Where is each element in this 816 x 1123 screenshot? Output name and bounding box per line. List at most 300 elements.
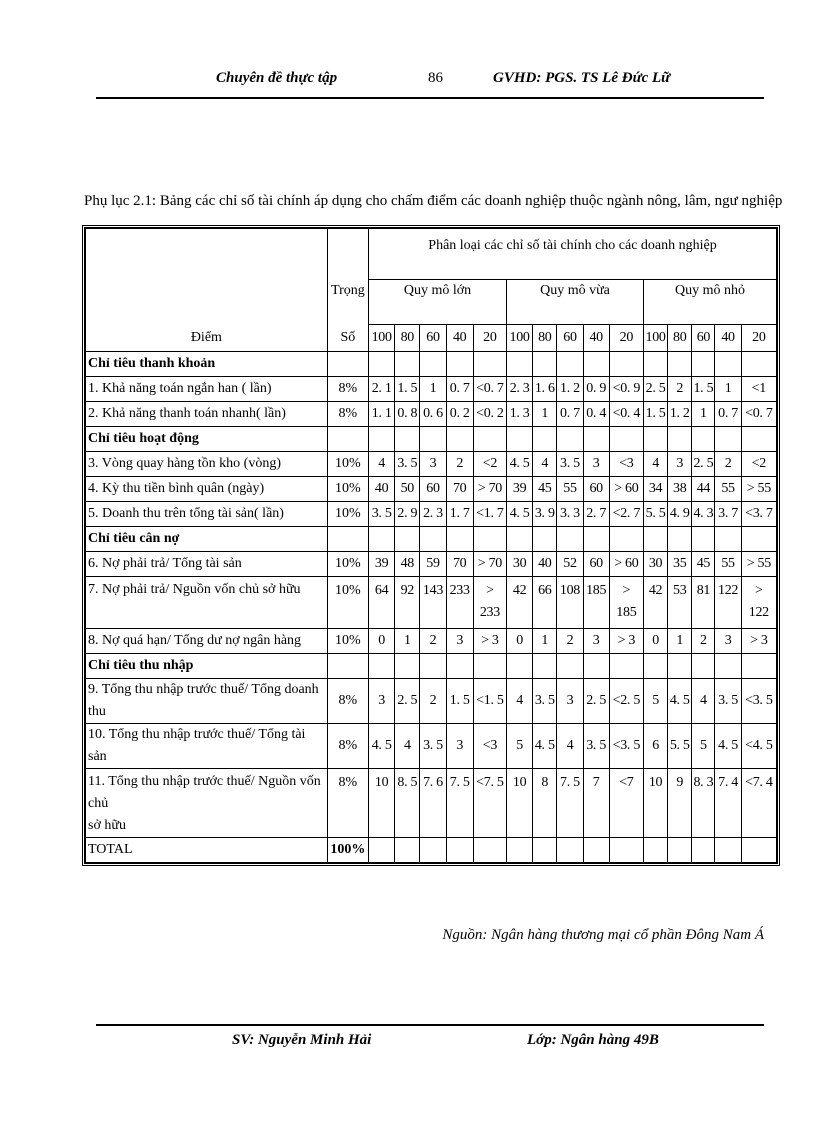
value-cell (533, 838, 557, 863)
row-label-line: 7. Nợ phải trả/ Nguồn vốn chủ sở hữu (88, 582, 301, 597)
value-cell: 2. 1 (369, 377, 395, 402)
value-cell: 4. 5 (507, 452, 533, 477)
value-cell: 1. 5 (395, 377, 420, 402)
value-cell (420, 654, 446, 679)
value-cell: 9 (668, 769, 692, 838)
score-level-header: 40 (446, 325, 473, 352)
value-cell (533, 352, 557, 377)
value-cell: 3. 5 (715, 679, 741, 724)
value-cell (715, 838, 741, 863)
row-label: 5. Doanh thu trên tổng tài sản( lần) (86, 502, 328, 527)
value-cell: 45 (692, 552, 715, 577)
value-cell: 81 (692, 577, 715, 629)
row-weight: 10% (327, 629, 368, 654)
value-cell (643, 838, 667, 863)
weight-header-bottom: Số (327, 325, 368, 352)
value-cell (446, 654, 473, 679)
value-cell: > 55 (741, 552, 776, 577)
value-cell: 40 (533, 552, 557, 577)
value-cell: > 60 (609, 477, 643, 502)
value-cell (507, 427, 533, 452)
value-cell: 3. 5 (395, 452, 420, 477)
value-cell (446, 352, 473, 377)
value-cell (692, 654, 715, 679)
value-cell: 60 (420, 477, 446, 502)
value-cell (369, 427, 395, 452)
value-cell: <0. 7 (473, 377, 506, 402)
table-row (86, 838, 777, 863)
value-cell (473, 352, 506, 377)
value-cell: <0. 2 (473, 402, 506, 427)
value-cell (446, 427, 473, 452)
value-cell: 3. 5 (557, 452, 583, 477)
value-cell: 3 (369, 679, 395, 724)
table-row (86, 679, 777, 724)
value-cell: 5. 5 (668, 724, 692, 769)
value-cell: 2 (557, 629, 583, 654)
value-cell: 0. 9 (583, 377, 609, 402)
value-cell (715, 527, 741, 552)
value-cell: 122 (715, 577, 741, 629)
value-cell: 10 (643, 769, 667, 838)
value-cell: 3 (583, 629, 609, 654)
value-cell: 4. 3 (692, 502, 715, 527)
value-cell (609, 352, 643, 377)
table-row (86, 552, 777, 577)
table-row (86, 452, 777, 477)
table-row (86, 377, 777, 402)
value-cell: 48 (395, 552, 420, 577)
value-cell (369, 527, 395, 552)
value-cell: 38 (668, 477, 692, 502)
value-cell (609, 654, 643, 679)
value-cell: 2 (692, 629, 715, 654)
row-weight: 10% (327, 552, 368, 577)
value-cell (395, 527, 420, 552)
value-cell: <3 (473, 724, 506, 769)
value-cell: 40 (369, 477, 395, 502)
table-row (86, 629, 777, 654)
value-cell: 1 (668, 629, 692, 654)
value-cell: <1 (741, 377, 776, 402)
value-cell: 39 (507, 477, 533, 502)
value-cell: <2. 5 (609, 679, 643, 724)
value-cell: <7 (609, 769, 643, 838)
value-cell: 92 (395, 577, 420, 629)
row-label: 10. Tổng thu nhập trước thuế/ Tổng tài sản (86, 724, 328, 769)
value-cell: 44 (692, 477, 715, 502)
value-cell: 3. 5 (533, 679, 557, 724)
value-cell: 1. 6 (533, 377, 557, 402)
value-cell (583, 352, 609, 377)
value-cell (395, 838, 420, 863)
value-cell: 4 (395, 724, 420, 769)
value-cell: > 60 (609, 552, 643, 577)
value-cell: <1. 7 (473, 502, 506, 527)
value-cell (557, 527, 583, 552)
value-cell: 2. 3 (507, 377, 533, 402)
weight-header-top: Trọng (327, 280, 368, 325)
value-cell (420, 838, 446, 863)
value-cell: 7 (583, 769, 609, 838)
section-label: Chỉ tiêu hoạt động (86, 427, 328, 452)
row-label: 2. Khả năng thanh toán nhanh( lần) (86, 402, 328, 427)
row-label: 8. Nợ quá hạn/ Tổng dư nợ ngân hàng (86, 629, 328, 654)
value-cell: 3 (420, 452, 446, 477)
value-cell: 8. 3 (692, 769, 715, 838)
value-cell (583, 838, 609, 863)
score-level-header: 40 (583, 325, 609, 352)
scale-medium: Quy mô vừa (507, 280, 644, 325)
value-cell: 8. 5 (395, 769, 420, 838)
value-cell: 7. 4 (715, 769, 741, 838)
value-cell (420, 527, 446, 552)
value-cell (473, 527, 506, 552)
value-cell (583, 654, 609, 679)
value-cell: 5. 5 (643, 502, 667, 527)
value-cell: 6 (643, 724, 667, 769)
score-level-header: 100 (643, 325, 667, 352)
value-cell: 185 (583, 577, 609, 629)
value-cell: 60 (583, 477, 609, 502)
value-cell: 7. 5 (557, 769, 583, 838)
row-label (86, 577, 328, 629)
row-label: 3. Vòng quay hàng tồn kho (vòng) (86, 452, 328, 477)
value-cell: 3. 9 (533, 502, 557, 527)
value-cell (533, 527, 557, 552)
value-cell (473, 654, 506, 679)
value-cell: 52 (557, 552, 583, 577)
value-cell (507, 527, 533, 552)
row-weight: 10% (327, 502, 368, 527)
value-cell: 1. 3 (507, 402, 533, 427)
section-row (86, 427, 777, 452)
value-cell: 45 (533, 477, 557, 502)
value-cell: 1 (533, 402, 557, 427)
table-row (86, 477, 777, 502)
value-cell: 10 (369, 769, 395, 838)
score-level-header: 20 (473, 325, 506, 352)
value-cell: 4 (507, 679, 533, 724)
value-cell: 1. 5 (643, 402, 667, 427)
section-row (86, 352, 777, 377)
value-cell: 0. 2 (446, 402, 473, 427)
value-cell (507, 654, 533, 679)
table-row (86, 577, 777, 629)
value-cell: 2 (446, 452, 473, 477)
row-weight: 8% (327, 769, 368, 838)
value-cell: 1. 2 (668, 402, 692, 427)
row-label (86, 769, 328, 838)
value-cell: <3. 5 (741, 679, 776, 724)
score-level-header: 60 (557, 325, 583, 352)
section-label: Chỉ tiêu thu nhập (86, 654, 328, 679)
header-right: GVHD: PGS. TS Lê Đức Lữ (493, 70, 671, 86)
value-cell: 2 (668, 377, 692, 402)
value-cell: 34 (643, 477, 667, 502)
score-header: Điểm (86, 325, 328, 352)
value-cell (643, 352, 667, 377)
value-cell: 50 (395, 477, 420, 502)
value-cell: <3 (609, 452, 643, 477)
value-cell (668, 427, 692, 452)
value-cell (668, 838, 692, 863)
value-cell (715, 352, 741, 377)
value-cell: <1. 5 (473, 679, 506, 724)
value-cell (446, 527, 473, 552)
value-cell (668, 654, 692, 679)
table-row (86, 502, 777, 527)
value-cell: > 70 (473, 477, 506, 502)
value-cell: 2. 5 (395, 679, 420, 724)
value-cell (715, 654, 741, 679)
value-cell: > 70 (473, 552, 506, 577)
value-cell: > 3 (741, 629, 776, 654)
value-cell: 30 (643, 552, 667, 577)
value-cell (643, 427, 667, 452)
value-cell: > 233 (473, 577, 506, 629)
row-weight: 8% (327, 724, 368, 769)
row-weight: 10% (327, 577, 368, 629)
value-cell (420, 352, 446, 377)
value-cell: 2. 9 (395, 502, 420, 527)
value-cell: 3 (446, 724, 473, 769)
value-cell (643, 654, 667, 679)
value-cell: 3. 5 (420, 724, 446, 769)
value-cell: <2. 7 (609, 502, 643, 527)
value-cell: > 55 (741, 477, 776, 502)
score-level-header: 80 (533, 325, 557, 352)
value-cell: <7. 4 (741, 769, 776, 838)
value-cell: 5 (643, 679, 667, 724)
value-cell: 4. 5 (715, 724, 741, 769)
value-cell: 4 (692, 679, 715, 724)
value-cell (369, 654, 395, 679)
value-cell: 4 (533, 452, 557, 477)
value-cell: 0 (369, 629, 395, 654)
header-left: Chuyên đề thực tập (216, 70, 338, 86)
value-cell (507, 838, 533, 863)
value-cell: <4. 5 (741, 724, 776, 769)
group-header: Phân loại các chỉ số tài chính cho các doanh nghiệp (369, 229, 777, 280)
value-cell: 1 (692, 402, 715, 427)
value-cell: 64 (369, 577, 395, 629)
value-cell: 0. 6 (420, 402, 446, 427)
score-level-header: 60 (692, 325, 715, 352)
financial-ratio-table (82, 225, 780, 866)
value-cell: 3. 5 (369, 502, 395, 527)
value-cell: 3 (446, 629, 473, 654)
value-cell: 143 (420, 577, 446, 629)
value-cell: 1 (395, 629, 420, 654)
source-note: Nguồn: Ngân hàng thương mại cổ phần Đông Nam Á (442, 927, 764, 943)
value-cell (446, 838, 473, 863)
score-level-header: 100 (369, 325, 395, 352)
row-weight: 100% (327, 838, 368, 863)
value-cell: 39 (369, 552, 395, 577)
header-rule (96, 97, 764, 99)
value-cell: > 3 (609, 629, 643, 654)
table-row (86, 402, 777, 427)
value-cell: 4. 5 (668, 679, 692, 724)
row-label: 9. Tổng thu nhập trước thuế/ Tổng doanh thu (86, 679, 328, 724)
score-level-header: 40 (715, 325, 741, 352)
value-cell: <0. 4 (609, 402, 643, 427)
value-cell: <0. 7 (741, 402, 776, 427)
value-cell (741, 527, 776, 552)
value-cell: 3. 7 (715, 502, 741, 527)
value-cell: 66 (533, 577, 557, 629)
value-cell: 0. 7 (715, 402, 741, 427)
scale-large: Quy mô lớn (369, 280, 507, 325)
row-label: 1. Khả năng toán ngắn han ( lần) (86, 377, 328, 402)
row-weight: 8% (327, 679, 368, 724)
value-cell (473, 838, 506, 863)
value-cell: 42 (643, 577, 667, 629)
row-label-line: 11. Tổng thu nhập trước thuế/ Nguồn vốn chủ (88, 774, 321, 811)
value-cell: 55 (715, 477, 741, 502)
value-cell: 1. 5 (692, 377, 715, 402)
value-cell (741, 352, 776, 377)
value-cell (395, 352, 420, 377)
value-cell (533, 654, 557, 679)
value-cell: 35 (668, 552, 692, 577)
value-cell (583, 527, 609, 552)
value-cell: 0 (507, 629, 533, 654)
value-cell (692, 427, 715, 452)
value-cell (420, 427, 446, 452)
value-cell (741, 838, 776, 863)
value-cell: > 122 (741, 577, 776, 629)
value-cell: 1 (533, 629, 557, 654)
value-cell: 2 (715, 452, 741, 477)
footer-right: Lớp: Ngân hàng 49B (527, 1032, 659, 1048)
value-cell: 5 (507, 724, 533, 769)
value-cell: 2. 3 (420, 502, 446, 527)
value-cell: 1 (420, 377, 446, 402)
value-cell: 1. 1 (369, 402, 395, 427)
value-cell: 0. 4 (583, 402, 609, 427)
score-level-header: 20 (741, 325, 776, 352)
section-row (86, 654, 777, 679)
value-cell: 1. 2 (557, 377, 583, 402)
value-cell: 5 (692, 724, 715, 769)
value-cell (583, 427, 609, 452)
scale-small: Quy mô nhỏ (643, 280, 776, 325)
footer-left: SV: Nguyễn Minh Hải (232, 1032, 372, 1048)
value-cell: <3. 7 (741, 502, 776, 527)
corner-cell (86, 229, 328, 280)
row-label-line: sở hữu (88, 818, 126, 833)
value-cell (609, 427, 643, 452)
value-cell: 55 (557, 477, 583, 502)
row-weight: 8% (327, 402, 368, 427)
value-cell: 4 (557, 724, 583, 769)
value-cell: 0. 7 (446, 377, 473, 402)
value-cell: 7. 6 (420, 769, 446, 838)
value-cell: 3 (668, 452, 692, 477)
value-cell: 3. 5 (583, 724, 609, 769)
value-cell (395, 654, 420, 679)
value-cell (715, 427, 741, 452)
value-cell (369, 352, 395, 377)
value-cell: 3 (715, 629, 741, 654)
value-cell: 3 (557, 679, 583, 724)
value-cell: 0 (643, 629, 667, 654)
value-cell: 2. 5 (643, 377, 667, 402)
value-cell: 4. 5 (369, 724, 395, 769)
value-cell: 4. 9 (668, 502, 692, 527)
value-cell: 0. 7 (557, 402, 583, 427)
value-cell: 1. 7 (446, 502, 473, 527)
value-cell: 55 (715, 552, 741, 577)
value-cell (369, 838, 395, 863)
value-cell (395, 427, 420, 452)
value-cell (609, 838, 643, 863)
value-cell: <2 (473, 452, 506, 477)
value-cell (741, 427, 776, 452)
value-cell (668, 352, 692, 377)
value-cell: 70 (446, 552, 473, 577)
value-cell: 42 (507, 577, 533, 629)
value-cell: 60 (583, 552, 609, 577)
row-weight (327, 527, 368, 552)
row-weight (327, 352, 368, 377)
value-cell (692, 527, 715, 552)
footer-rule (96, 1024, 764, 1026)
value-cell: > 185 (609, 577, 643, 629)
row-label: 4. Kỳ thu tiền bình quân (ngày) (86, 477, 328, 502)
row-label: TOTAL (86, 838, 328, 863)
value-cell (557, 838, 583, 863)
value-cell: 4. 5 (533, 724, 557, 769)
value-cell (473, 427, 506, 452)
value-cell (741, 654, 776, 679)
row-weight: 10% (327, 452, 368, 477)
value-cell (557, 654, 583, 679)
value-cell: 10 (507, 769, 533, 838)
row-label-line (88, 601, 325, 623)
table-row (86, 769, 777, 838)
score-level-header: 60 (420, 325, 446, 352)
value-cell (692, 838, 715, 863)
value-cell (609, 527, 643, 552)
value-cell: 4. 5 (507, 502, 533, 527)
value-cell (557, 352, 583, 377)
row-weight (327, 654, 368, 679)
value-cell: 3. 3 (557, 502, 583, 527)
score-level-header: 20 (609, 325, 643, 352)
score-level-header: 80 (668, 325, 692, 352)
value-cell: 70 (446, 477, 473, 502)
value-cell: 233 (446, 577, 473, 629)
value-cell: 53 (668, 577, 692, 629)
value-cell: 2. 5 (583, 679, 609, 724)
row-weight: 10% (327, 477, 368, 502)
section-label: Chỉ tiêu cân nợ (86, 527, 328, 552)
section-label: Chỉ tiêu thanh khoản (86, 352, 328, 377)
value-cell: 0. 8 (395, 402, 420, 427)
value-cell: 30 (507, 552, 533, 577)
section-row (86, 527, 777, 552)
value-cell: 4 (369, 452, 395, 477)
value-cell: 8 (533, 769, 557, 838)
value-cell: 1. 5 (446, 679, 473, 724)
value-cell: <2 (741, 452, 776, 477)
value-cell: 2 (420, 629, 446, 654)
value-cell: > 3 (473, 629, 506, 654)
row-label: 6. Nợ phải trả/ Tổng tài sản (86, 552, 328, 577)
